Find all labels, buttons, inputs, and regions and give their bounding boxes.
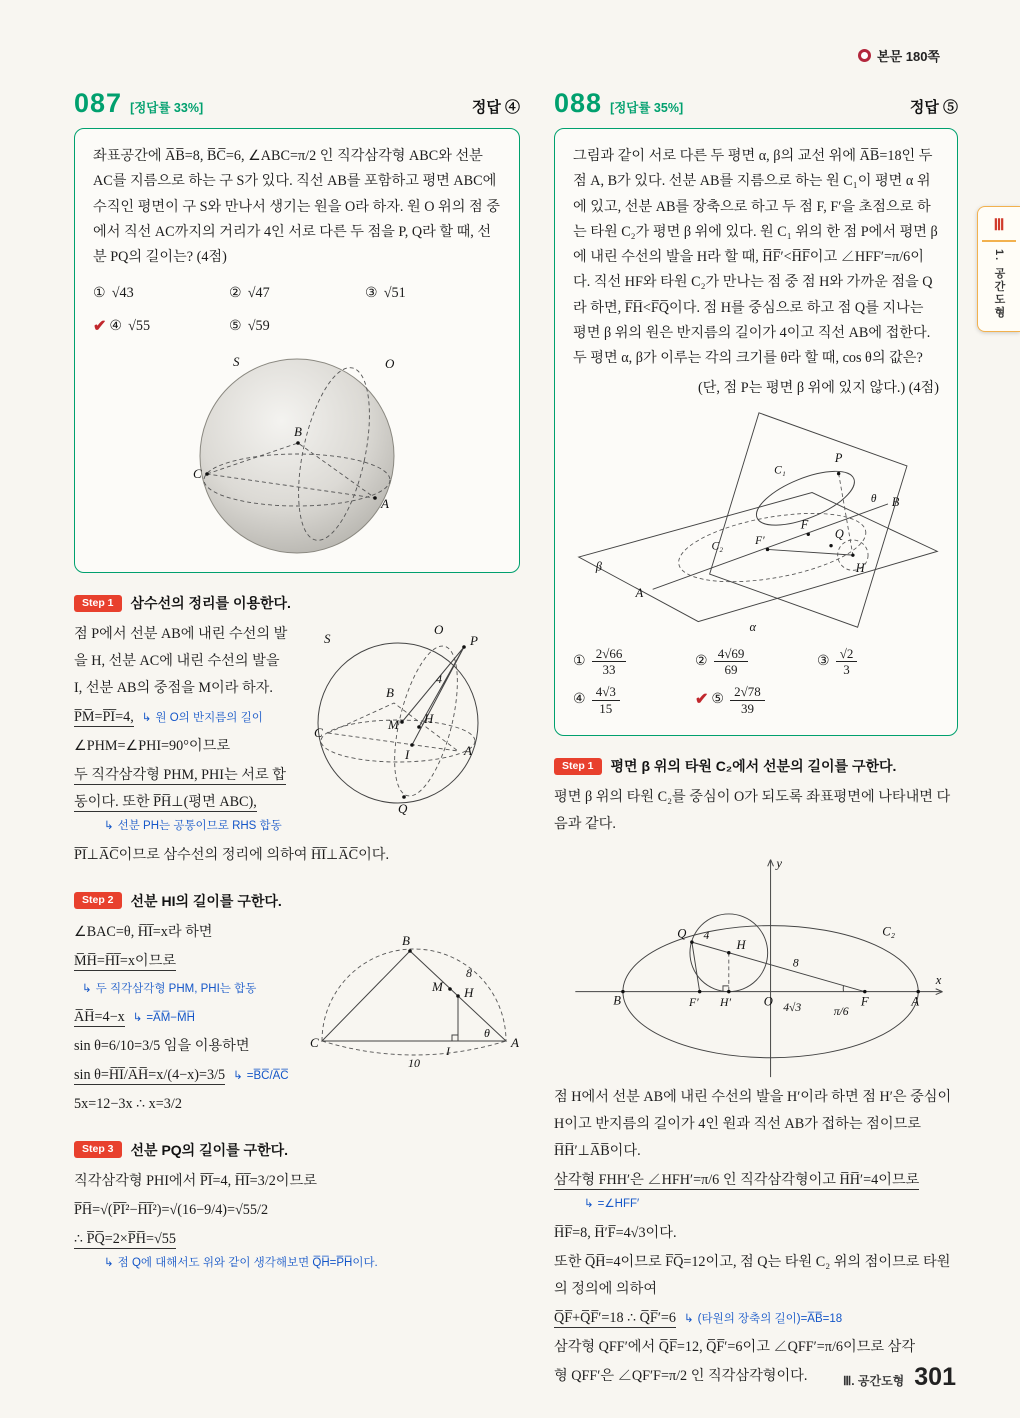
label-Fp: F′: [755, 534, 765, 547]
solution-line: H̅F̅=8, H̅′F̅=4√3이다.: [554, 1224, 677, 1241]
label-H: H: [424, 711, 434, 727]
solution-line: 평면 β 위의 타원 C₂를 중심이 O가 되도록 좌표평면에 나타내면 다음과 같다.: [554, 789, 951, 833]
step2-row: [74, 891, 520, 911]
solution-line: Q̅F̅+Q̅F̅′=18 ∴ Q̅F̅′=6 ↳ (타원의 장축의 길이)=A̅B̅=18: [554, 1309, 843, 1326]
step3-badge: Step 3: [74, 1141, 122, 1158]
plane-beta: [579, 492, 938, 621]
page-reference: [858, 46, 940, 65]
step1-row-088: [554, 756, 958, 776]
label-theta: θ: [870, 492, 877, 505]
solution-line: M̅H̅=H̅I̅=x이므로↳ 두 직각삼각형 PHM, PHI는 합동: [74, 952, 257, 995]
choice-3: ③ $\frac{√2}{3}$: [817, 643, 939, 681]
solution-line: 5x=12−3x ∴ x=3/2: [74, 1095, 182, 1112]
label-A: A: [635, 585, 644, 600]
step1-badge: Step 1: [74, 595, 122, 612]
problem-088-header: [554, 88, 958, 119]
step1-solution-088: [554, 784, 958, 1390]
step1-solution: [74, 621, 520, 871]
choices-087: [93, 278, 501, 344]
solution-line: sin θ=H̅I̅/A̅H̅=x/(4−x)=3/5 ↳ =B̅C̅/A̅C̅: [74, 1066, 289, 1083]
solution-line: 삼각형 FHH′은 ∠HFH′=π/6 인 직각삼각형이고 H̅H̅′=4이므로: [554, 1172, 920, 1189]
step3-title: 선분 PQ의 길이를 구한다.: [130, 1141, 289, 1158]
label-B: B: [891, 494, 900, 509]
label-theta: θ: [484, 1025, 490, 1040]
annotation: ↳ 점 Q에 대해서도 위와 같이 생각해보면 Q̅H̅=P̅H̅이다.: [104, 1256, 378, 1269]
annotation-arrow-icon: ↳: [684, 1312, 694, 1325]
label-C2: C₂: [882, 924, 896, 939]
step2-solution: [74, 919, 520, 1120]
figure-sphere-solution: [298, 621, 520, 821]
label-S: S: [233, 354, 240, 370]
label-F: F: [860, 994, 869, 1009]
figure-sphere-problem: [147, 350, 447, 558]
label-C: C: [193, 466, 202, 482]
column-087: [74, 88, 520, 1392]
label-B: B: [294, 424, 302, 440]
step1-title: 삼수선의 정리를 이용한다.: [130, 595, 291, 612]
label-A: A: [911, 994, 920, 1009]
step2-badge: Step 2: [74, 892, 122, 909]
choice-2: ② $\frac{4√69}{69}$: [695, 643, 817, 681]
problem-text: 좌표공간에 A̅B̅=8, B̅C̅=6, ∠ABC=π/2 인 직각삼각형 ABC와 선분 AC를 지름으로 하는 구 S가 있다. 직선 AB를 포함하고 평면 ABC에 수직인 평면이 구 S와 만나서 생기는 원을 O라 하자. 원 O 위의 점 중에서 직선 AC까지의 거리가 4인 서로 다른 두 점을 P, Q라 할 때, 선분 PQ의 길이는? (4점): [93, 148, 500, 266]
figure-triangle: [308, 919, 520, 1077]
label-B: B: [402, 932, 410, 948]
problem-number: 088: [554, 88, 603, 118]
label-I: I: [446, 1043, 450, 1058]
answer-label: 정답 ④: [471, 99, 520, 116]
choice-4: ④ $\frac{4√3}{15}$: [573, 681, 695, 719]
solution-line: P̅I̅⊥A̅C̅이므로 삼수선의 정리에 의하여 H̅I̅⊥A̅C̅이다.: [74, 846, 390, 863]
problem-text: 그림과 같이 서로 다른 두 평면 α, β의 교선 위에 A̅B̅=18인 두 점 A, B가 있다. 선분 AB를 지름으로 하는 원 C₁이 평면 α 위에 있고, 선분 AB를 장축으로 하고 두 점 F, F′을 초점으로 하는 타원 C₂가 평면 β 위에 있다. 원 C₁ 위의 한 점 P에서 평면 β에 내린 수선의 발을 H라 할 때, H̅F̅′<H̅F̅이고 ∠HFF′=π/6이다. 직선 HF와 타원 C₂가 만나는 점 중 점 H와 가까운 점을 Q라 하면, F̅H̅<F̅Q̅이다. 점 H를 중심으로 하고 점 Q를 지나는 평면 β 위의 원은 반지름의 길이가 4이고 직선 AB에 접한다. 두 평면 α, β가 이루는 각의 크기를 θ라 할 때, cos θ의 값은?: [573, 148, 938, 367]
chapter-label: 1. 공간도형: [993, 249, 1005, 320]
choice-2: ② √47: [228, 285, 270, 302]
page-footer: [843, 1363, 956, 1392]
label-S: S: [324, 631, 331, 647]
label-Q: Q: [398, 801, 408, 817]
bullseye-icon: [858, 49, 871, 62]
footer-section: Ⅲ. 공간도형: [842, 1374, 905, 1388]
problem-087-header: [74, 88, 520, 119]
plane-alpha: [710, 413, 907, 627]
figure-planes: [573, 407, 943, 635]
label-y: y: [776, 856, 783, 871]
label-x: x: [935, 973, 942, 988]
solution-line: 또한 Q̅H̅=4이므로 F̅Q̅=12이고, 점 Q는 타원 C₂ 위의 점이므로 타원의 정의에 의하여: [554, 1253, 951, 1297]
problem-box-088: [554, 128, 958, 736]
sphere: [200, 359, 394, 553]
annotation-arrow-icon: ↳: [584, 1198, 594, 1211]
label-A: A: [511, 1034, 519, 1050]
solution-line: P̅H̅=√(P̅I̅²−H̅I̅²)=√(16−9/4)=√55/2: [74, 1201, 269, 1218]
annotation: ↳ =∠HFF′: [584, 1198, 640, 1211]
label-C2: C₂: [711, 540, 724, 553]
label-O: O: [385, 356, 395, 372]
annotation-arrow-icon: ↳: [233, 1069, 243, 1082]
label-O: O: [763, 994, 773, 1009]
label-8: 8: [466, 965, 472, 980]
label-4: 4: [703, 929, 710, 943]
problem-condition: (단, 점 P는 평면 β 위에 있지 않다.) (4점): [697, 379, 939, 396]
choice-4-answer: ✔ ④ √55: [93, 310, 229, 344]
label-Hp: H′: [720, 996, 732, 1010]
problem-number: 087: [74, 88, 123, 118]
solution-line: 삼각형 QFF′에서 Q̅F̅=12, Q̅F̅′=6이고 ∠QFF′=π/6이므로 삼각: [554, 1338, 916, 1355]
label-Q: Q: [677, 926, 687, 941]
solution-line: 점 H에서 선분 AB에 내린 수선의 발을 H′이라 하면 점 H′은 중심이 H이고 반지름의 길이가 4인 원과 직선 AB가 접하는 점이므로 H̅H̅′⊥A̅B̅이다.: [554, 1089, 952, 1160]
annotation-arrow-icon: ↳: [141, 712, 152, 725]
solution-line: ∴ P̅Q̅=2×P̅H̅=√55: [74, 1230, 176, 1247]
label-Q: Q: [834, 526, 844, 541]
page-reference-text: 본문 180쪽: [877, 49, 940, 64]
answer-rate: [정답률 33%]: [130, 101, 204, 115]
label-F: F: [800, 517, 809, 532]
label-C1: C₁: [774, 464, 786, 477]
solution-line: 두 직각삼각형 PHM, PHI는 서로 합동이다. 또한 P̅H̅⊥(평면 ABC),: [74, 767, 286, 811]
solution-line: 직각삼각형 PHI에서 P̅I̅=4, H̅I̅=3/2이므로: [74, 1172, 317, 1189]
label-M: M: [388, 717, 399, 733]
label-H: H: [464, 984, 474, 1000]
label-A: A: [464, 743, 472, 759]
label-P: P: [834, 450, 843, 465]
annotation-arrow-icon: ↳: [132, 1011, 143, 1024]
label-B: B: [386, 685, 394, 701]
label-8: 8: [792, 956, 799, 970]
annotation-arrow-icon: ↳: [104, 1256, 114, 1269]
column-088: [554, 88, 958, 1392]
solution-line: ∠PHM=∠PHI=90°이므로: [74, 738, 231, 755]
answer-label: 정답 ⑤: [909, 99, 958, 116]
figure-ellipse-coordinates: [561, 844, 951, 1082]
step1-title: 평면 β 위의 타원 C₂에서 선분의 길이를 구한다.: [610, 758, 897, 775]
answer-rate: [정답률 35%]: [610, 101, 684, 115]
solution-line: 형 QFF′은 ∠QF′F=π/2 인 직각삼각형이다.: [554, 1367, 808, 1384]
chapter-roman: Ⅲ: [982, 215, 1016, 242]
label-A: A: [381, 496, 389, 512]
problem-box-087: [74, 128, 520, 573]
choice-1: ① √43: [93, 285, 134, 302]
label-H: H: [736, 938, 746, 953]
answer-check-icon: ✔: [694, 690, 709, 708]
choice-5: ⑤ √59: [228, 318, 270, 335]
label-H: H: [855, 561, 865, 576]
step2-title: 선분 HI의 길이를 구한다.: [130, 892, 282, 909]
label-Fp: F′: [688, 996, 699, 1010]
label-O: O: [434, 622, 444, 638]
label-I: I: [405, 747, 410, 763]
solution-line: P̅M̅=P̅I̅=4, ↳ 원 O의 반지름의 길이: [74, 709, 263, 726]
chapter-tab: [977, 206, 1020, 332]
step1-row: [74, 593, 520, 613]
answer-check-icon: ✔: [93, 317, 107, 335]
choice-1: ① $\frac{2√66}{33}$: [573, 643, 695, 681]
annotation: ↳ 선분 PH는 공통이므로 RHS 합동: [104, 820, 282, 833]
label-alpha: α: [749, 619, 756, 634]
label-4: 4: [436, 672, 442, 687]
label-C: C: [314, 725, 323, 741]
solution-line: 점 P에서 선분 AB에 내린 수선의 발을 H, 선분 AC에 내린 수선의 발을 I, 선분 AB의 중점을 M이라 하자.: [74, 626, 288, 697]
label-angle: π/6: [833, 1005, 849, 1019]
label-10: 10: [408, 1055, 420, 1070]
choice-5-answer: ✔ ⑤ $\frac{2√78}{39}$: [695, 681, 817, 719]
step3-solution: [74, 1168, 520, 1275]
solution-line: ∠BAC=θ, H̅I̅=x라 하면: [74, 923, 213, 940]
annotation: 원 O의 반지름의 길이: [155, 712, 263, 725]
label-beta: β: [595, 559, 602, 574]
solution-line: A̅H̅=4−x ↳ =A̅M̅−M̅H̅: [74, 1008, 195, 1025]
step3-row: [74, 1140, 520, 1160]
annotation-arrow-icon: ↳: [104, 820, 114, 833]
choice-3: ③ √51: [364, 285, 406, 302]
label-C: C: [310, 1034, 319, 1050]
label-P: P: [470, 633, 478, 649]
label-B: B: [613, 993, 621, 1008]
footer-page-number: 301: [914, 1363, 956, 1391]
label-M: M: [432, 978, 443, 994]
label-4r3: 4√3: [783, 1001, 802, 1015]
annotation-arrow-icon: ↳: [82, 982, 92, 995]
solution-line: sin θ=6/10=3/5 임을 이용하면: [74, 1037, 250, 1054]
step1-badge: Step 1: [554, 758, 602, 775]
choices-088: [573, 643, 939, 719]
